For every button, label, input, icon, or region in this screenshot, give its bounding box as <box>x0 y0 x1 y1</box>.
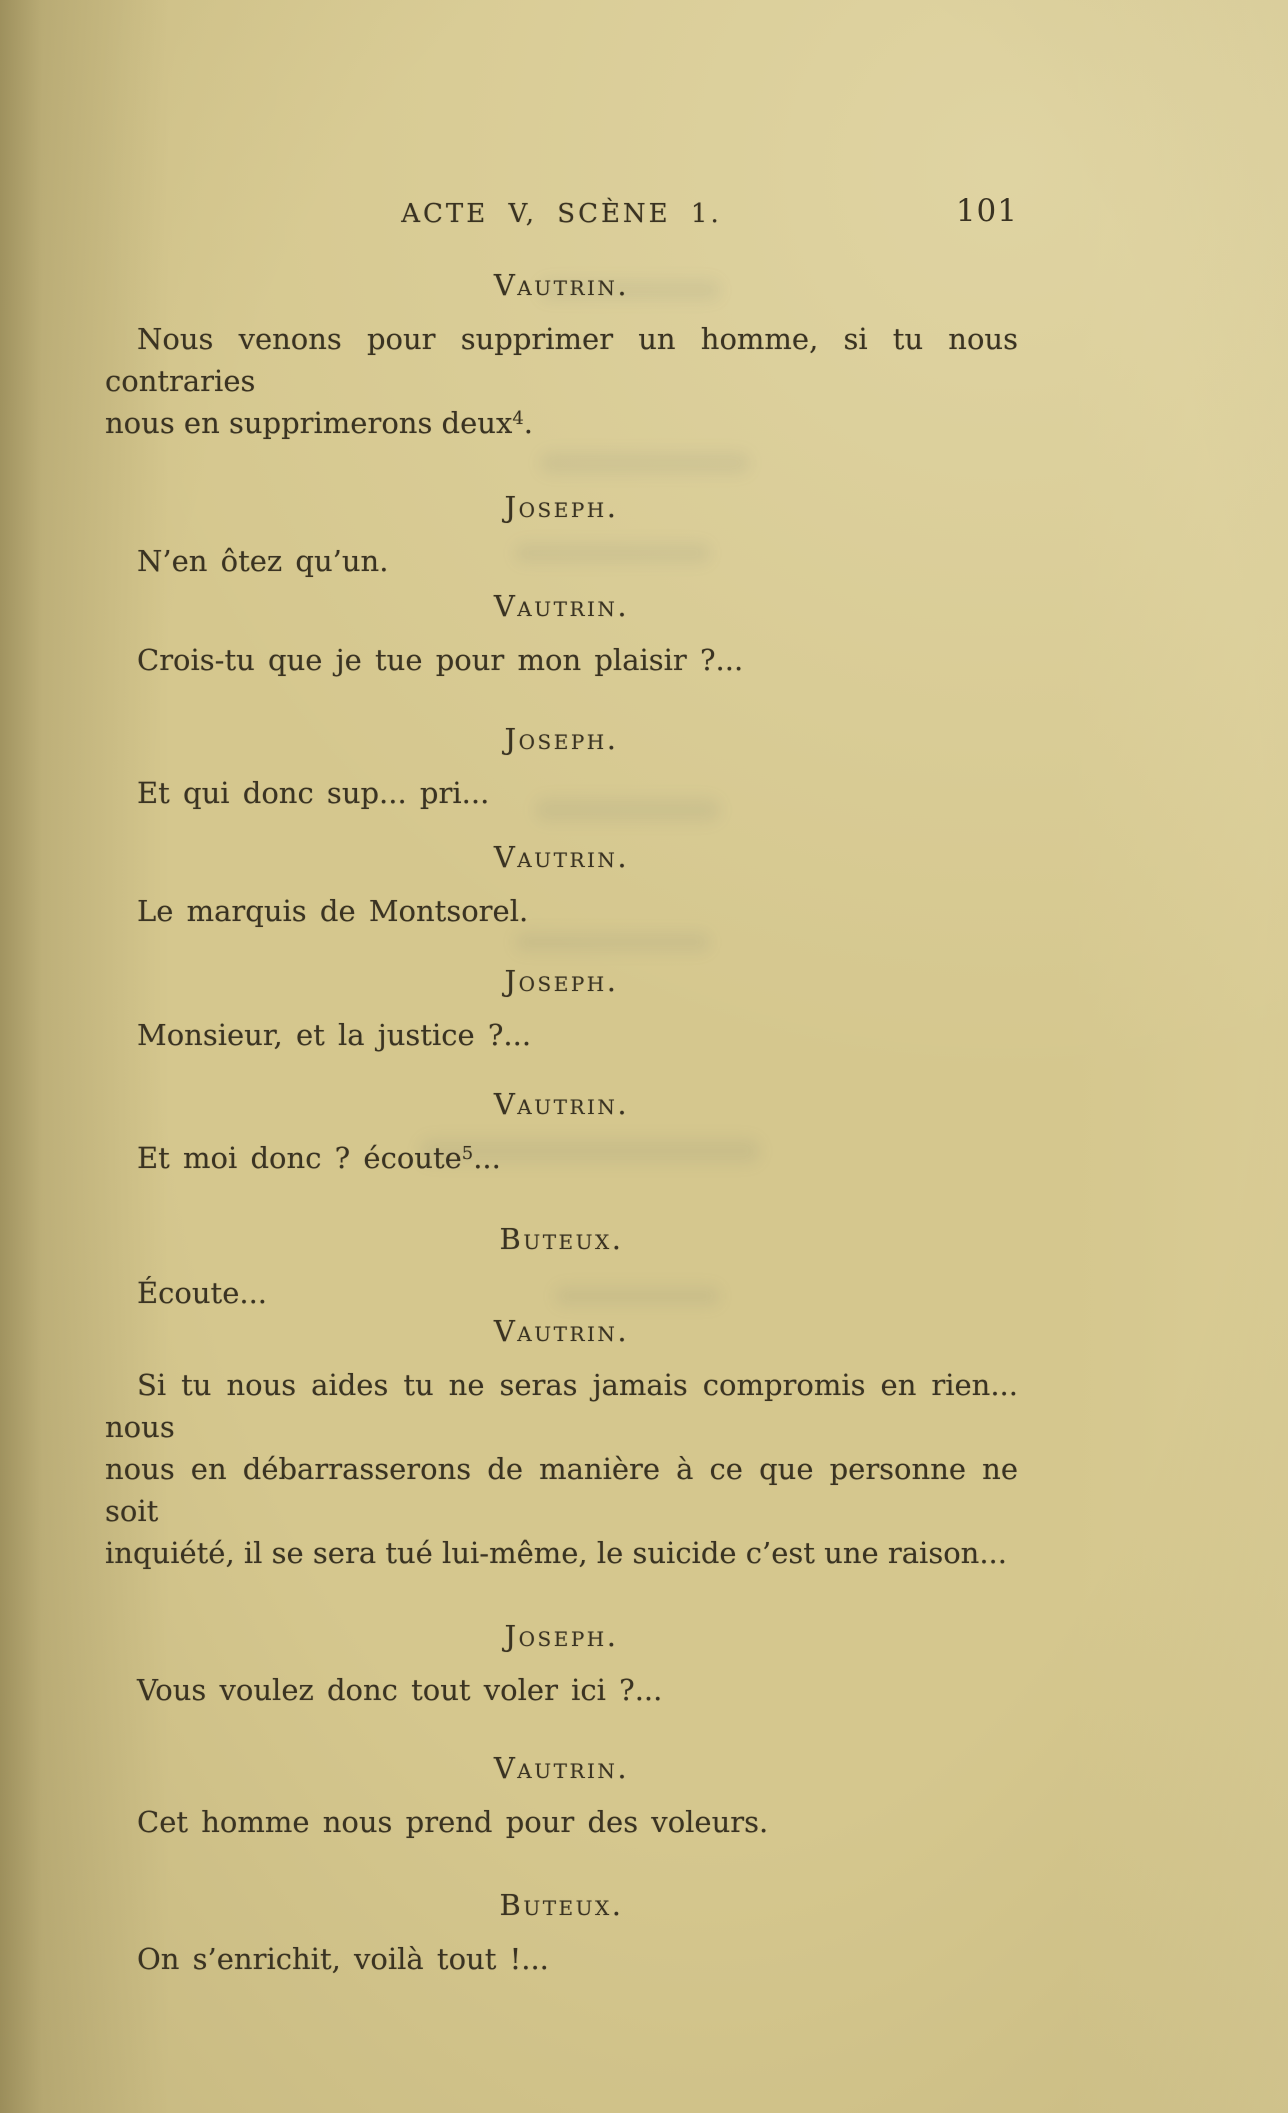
dialogue-text: . <box>523 406 533 440</box>
dialogue-paragraph <box>105 318 1018 449</box>
page-number: 101 <box>955 193 1018 229</box>
speech <box>105 1222 1018 1314</box>
dialogue-paragraph <box>105 1364 1018 1574</box>
speech <box>105 1619 1018 1711</box>
dialogue-line: nous en débarrasserons de manière à ce que personne ne soit <box>105 1452 1018 1528</box>
dialogue-line: Monsieur, et la justice ?... <box>137 1018 532 1052</box>
dialogue-line <box>105 1137 1018 1184</box>
speaker-name: Joseph. <box>504 490 619 524</box>
text-column <box>105 0 1018 1980</box>
speech <box>105 1314 1018 1574</box>
dialogue-line: Le marquis de Montsorel. <box>137 894 529 928</box>
speaker-name: Vautrin. <box>493 840 630 874</box>
dialogue-text: ... <box>473 1141 501 1175</box>
speech <box>105 490 1018 582</box>
speaker-name: Joseph. <box>504 722 619 756</box>
speech <box>105 1087 1018 1184</box>
dialogue-line: On s’enrichit, voilà tout !... <box>137 1942 549 1976</box>
speaker-name: Vautrin. <box>493 1314 630 1348</box>
dialogue-line: Nous venons pour supprimer un homme, si tu nous contraries <box>105 322 1018 398</box>
dialogue-text: Et moi donc ? écoute <box>137 1141 462 1175</box>
dialogue-line: Vous voulez donc tout voler ici ?... <box>137 1673 663 1707</box>
speech <box>105 268 1018 449</box>
dialogue-line: Écoute... <box>137 1276 268 1310</box>
dialogue-line: Et qui donc sup... pri... <box>137 776 490 810</box>
speaker-name: Joseph. <box>504 1619 619 1653</box>
speaker-name: Vautrin. <box>493 1087 630 1121</box>
speech <box>105 589 1018 681</box>
running-title: ACTE V, SCÈNE 1. <box>401 199 722 229</box>
page-header <box>105 193 1018 239</box>
speech <box>105 1888 1018 1980</box>
dialogue-line: N’en ôtez qu’un. <box>137 544 389 578</box>
dialogue-line: Si tu nous aides tu ne seras jamais compromis en rien... nous <box>105 1368 1018 1444</box>
speaker-name: Buteux. <box>499 1888 624 1922</box>
speech <box>105 1751 1018 1843</box>
speech <box>105 722 1018 814</box>
speech <box>105 840 1018 932</box>
dialogue-line <box>105 402 1018 449</box>
speaker-name: Vautrin. <box>493 268 630 302</box>
speaker-name: Buteux. <box>499 1222 624 1256</box>
dialogue-line: Crois-tu que je tue pour mon plaisir ?... <box>137 643 744 677</box>
speaker-name: Joseph. <box>504 964 619 998</box>
speech <box>105 964 1018 1056</box>
speaker-name: Vautrin. <box>493 589 630 623</box>
dialogue-line: inquiété, il se sera tué lui-même, le suicide c’est une raison... <box>105 1536 1007 1570</box>
footnote-ref: 5 <box>461 1143 474 1165</box>
dialogue-text: nous en supprimerons deux <box>105 406 513 440</box>
footnote-ref: 4 <box>512 408 524 430</box>
speaker-name: Vautrin. <box>493 1751 630 1785</box>
dialogue-line: Cet homme nous prend pour des voleurs. <box>137 1805 769 1839</box>
